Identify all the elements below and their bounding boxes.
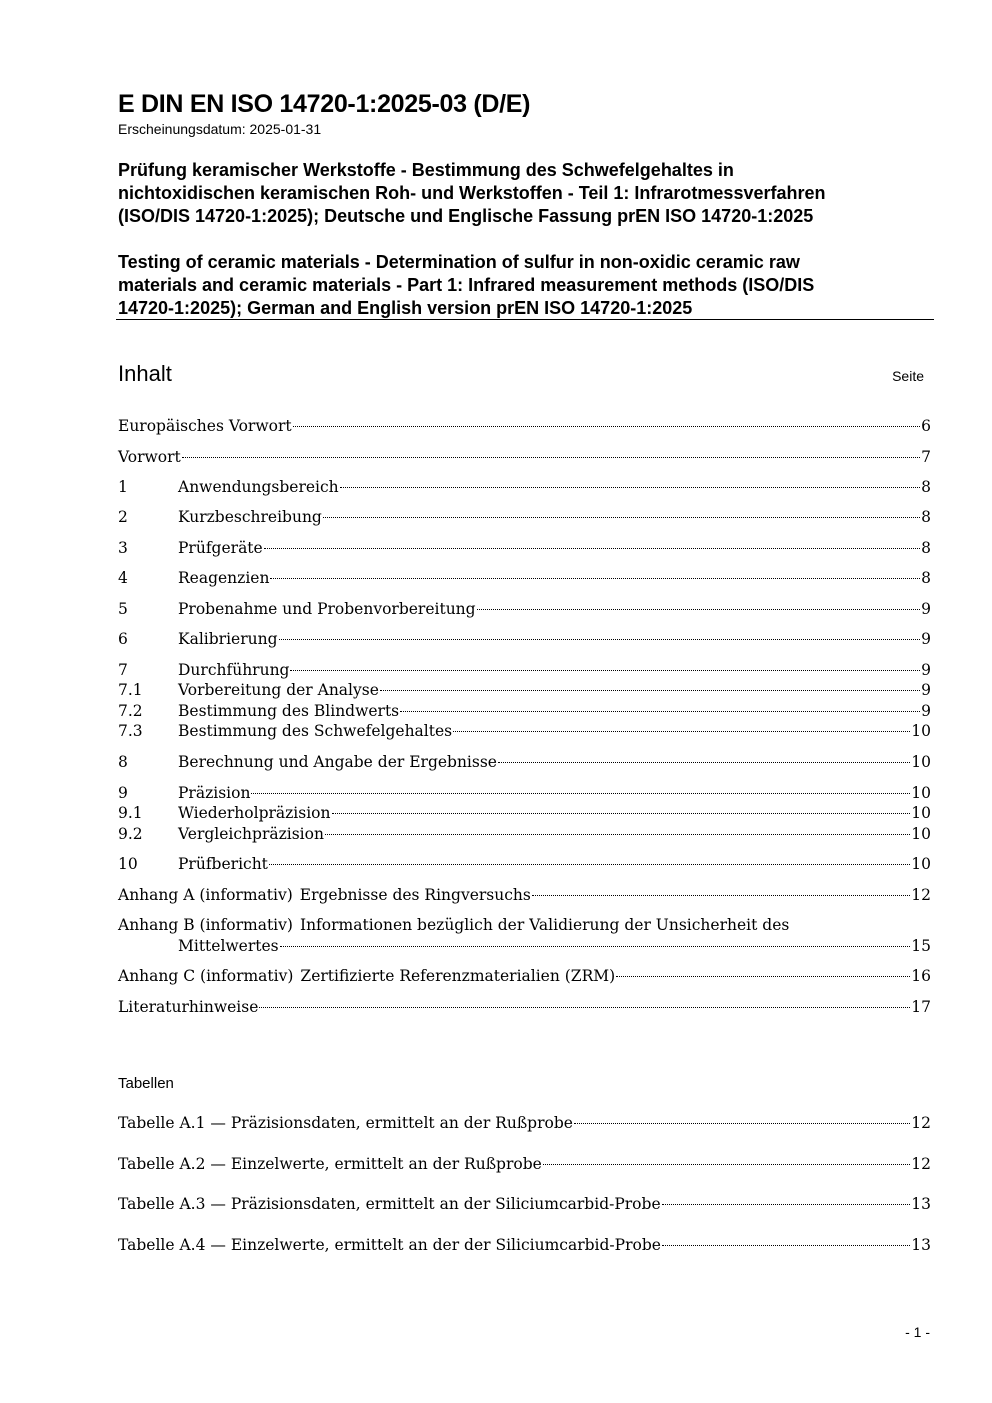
toc-leader <box>325 834 910 835</box>
toc-entry-page: 10 <box>911 855 931 873</box>
title-german-line: Prüfung keramischer Werkstoffe - Bestimmung des Schwefelgehaltes in <box>118 160 734 180</box>
toc-entry-number: 6 <box>118 630 128 648</box>
page-column-label: Seite <box>892 368 924 384</box>
annex-prefix: Anhang A (informativ) <box>118 886 293 904</box>
toc-leader <box>662 1245 910 1246</box>
toc-leader <box>616 976 910 977</box>
toc-entry-number: 9.1 <box>118 804 143 822</box>
toc-entry-number: 7.1 <box>118 681 143 699</box>
toc-entry-page: 15 <box>911 937 931 955</box>
toc-entry-label: Literaturhinweise <box>118 998 259 1016</box>
toc-leader <box>340 487 920 488</box>
toc-entry-table-a3[interactable] <box>118 1194 931 1215</box>
toc-entry-section-4[interactable] <box>118 568 931 589</box>
toc-entry-label: Durchführung <box>178 661 290 679</box>
toc-entry-annex-b[interactable] <box>118 915 789 936</box>
toc-leader <box>251 793 910 794</box>
toc-entry-label-continued: Mittelwertes <box>178 937 279 955</box>
toc-entry-page: 17 <box>911 998 931 1016</box>
toc-leader <box>453 731 910 732</box>
toc-leader <box>532 895 910 896</box>
toc-entry-label: Vergleichpräzision <box>178 825 324 843</box>
title-divider <box>116 319 934 320</box>
toc-entry-label: Informationen bezüglich der Validierung der Unsicherheit des <box>299 916 790 934</box>
toc-heading: Inhalt <box>118 361 172 386</box>
toc-entry-page: 13 <box>911 1236 931 1254</box>
toc-entry-page: 10 <box>911 784 931 802</box>
toc-entry-section-9-2[interactable] <box>118 824 931 845</box>
title-german <box>118 159 826 228</box>
toc-leader <box>290 670 920 671</box>
toc-entry-label: Tabelle A.1 — Präzisionsdaten, ermittelt an der Rußprobe <box>118 1114 573 1132</box>
toc-entry-bibliography[interactable] <box>118 997 931 1018</box>
toc-entry-page: 16 <box>911 967 931 985</box>
toc-entry-label: Bestimmung des Schwefelgehaltes <box>178 722 453 740</box>
toc-entry-section-7-2[interactable] <box>118 701 931 722</box>
toc-entry-section-2[interactable] <box>118 507 931 528</box>
toc-leader <box>279 639 921 640</box>
toc-entry-section-5[interactable] <box>118 599 931 620</box>
toc-entry-annex-a[interactable] <box>118 885 931 906</box>
toc-leader <box>293 426 921 427</box>
toc-entry-page: 8 <box>921 478 931 496</box>
toc-entry-page: 10 <box>911 804 931 822</box>
toc-entry-page: 9 <box>921 661 931 679</box>
toc-leader <box>269 864 910 865</box>
toc-entry-number: 2 <box>118 508 128 526</box>
toc-entry-european-foreword[interactable] <box>118 416 931 437</box>
toc-entry-label: Kurzbeschreibung <box>178 508 322 526</box>
toc-entry-section-10[interactable] <box>118 854 931 875</box>
toc-leader <box>380 690 920 691</box>
toc-entry-label: Prüfgeräte <box>178 539 263 557</box>
toc-entry-label: Anwendungsbereich <box>178 478 339 496</box>
toc-entry-label: Tabelle A.3 — Präzisionsdaten, ermittelt an der Siliciumcarbid-Probe <box>118 1195 661 1213</box>
annex-prefix: Anhang B (informativ) <box>118 916 293 934</box>
toc-entry-page: 9 <box>921 702 931 720</box>
toc-leader <box>280 946 911 947</box>
toc-entry-section-7-1[interactable] <box>118 680 931 701</box>
toc-leader <box>662 1204 911 1205</box>
toc-entry-number: 7.2 <box>118 702 143 720</box>
toc-entry-number: 10 <box>118 855 138 873</box>
publication-date: Erscheinungsdatum: 2025-01-31 <box>118 121 322 137</box>
toc-entry-label: Reagenzien <box>178 569 270 587</box>
tables-heading: Tabellen <box>118 1075 174 1092</box>
toc-entry-label: Probenahme und Probenvorbereitung <box>178 600 476 618</box>
title-german-line: nichtoxidischen keramischen Roh- und Werkstoffen - Teil 1: Infrarotmessverfahren <box>118 183 826 203</box>
document-number: E DIN EN ISO 14720-1:2025-03 (D/E) <box>118 90 531 118</box>
toc-entry-section-1[interactable] <box>118 477 931 498</box>
toc-entry-label: Ergebnisse des Ringversuchs <box>299 886 531 904</box>
toc-leader <box>498 762 910 763</box>
title-english-line: Testing of ceramic materials - Determination of sulfur in non-oxidic ceramic raw <box>118 252 800 272</box>
toc-leader <box>332 813 911 814</box>
toc-leader <box>400 711 920 712</box>
toc-entry-label: Prüfbericht <box>178 855 268 873</box>
toc-entry-label: Tabelle A.2 — Einzelwerte, ermittelt an der Rußprobe <box>118 1155 542 1173</box>
toc-leader <box>543 1164 910 1165</box>
toc-entry-table-a1[interactable] <box>118 1113 931 1134</box>
toc-entry-page: 8 <box>921 508 931 526</box>
toc-entry-section-3[interactable] <box>118 538 931 559</box>
toc-entry-number: 7.3 <box>118 722 143 740</box>
title-german-line: (ISO/DIS 14720-1:2025); Deutsche und Englische Fassung prEN ISO 14720-1:2025 <box>118 206 814 226</box>
toc-entry-section-6[interactable] <box>118 629 931 650</box>
toc-entry-page: 9 <box>921 681 931 699</box>
toc-leader <box>574 1123 910 1124</box>
toc-leader <box>182 457 920 458</box>
toc-entry-number: 8 <box>118 753 128 771</box>
title-english-line: materials and ceramic materials - Part 1: Infrared measurement methods (ISO/DIS <box>118 275 815 295</box>
toc-entry-page: 12 <box>911 1114 931 1132</box>
toc-entry-label: Präzision <box>178 784 251 802</box>
toc-entry-label: Tabelle A.4 — Einzelwerte, ermittelt an der der Siliciumcarbid-Probe <box>118 1236 661 1254</box>
toc-entry-page: 9 <box>921 600 931 618</box>
toc-leader <box>477 609 921 610</box>
annex-prefix: Anhang C (informativ) <box>118 967 294 985</box>
toc-entry-section-7[interactable] <box>118 660 931 681</box>
toc-leader <box>270 578 920 579</box>
toc-entry-label: Bestimmung des Blindwerts <box>178 702 400 720</box>
toc-entry-page: 8 <box>921 569 931 587</box>
toc-entry-number: 3 <box>118 539 128 557</box>
toc-entry-page: 7 <box>921 448 931 466</box>
toc-entry-page: 10 <box>911 753 931 771</box>
toc-entry-section-8[interactable] <box>118 752 931 773</box>
toc-leader <box>264 548 920 549</box>
toc-entry-page: 10 <box>911 825 931 843</box>
toc-entry-page: 12 <box>911 1155 931 1173</box>
toc-entry-annex-b-continued[interactable] <box>178 936 931 957</box>
toc-leader <box>259 1007 910 1008</box>
toc-entry-number: 4 <box>118 569 128 587</box>
toc-leader <box>323 517 920 518</box>
toc-entry-page: 6 <box>921 417 931 435</box>
toc-entry-number: 9 <box>118 784 128 802</box>
toc-entry-label: Vorbereitung der Analyse <box>178 681 379 699</box>
toc-entry-annex-c[interactable] <box>118 966 931 987</box>
toc-entry-label: Kalibrierung <box>178 630 278 648</box>
toc-entry-label: Vorwort <box>118 448 181 466</box>
toc-entry-label: Berechnung und Angabe der Ergebnisse <box>178 753 497 771</box>
toc-entry-table-a4[interactable] <box>118 1235 931 1256</box>
toc-entry-number: 5 <box>118 600 128 618</box>
toc-entry-label: Wiederholpräzision <box>178 804 331 822</box>
toc-entry-number: 7 <box>118 661 128 679</box>
title-english-line: 14720-1:2025); German and English version prEN ISO 14720-1:2025 <box>118 298 693 318</box>
toc-entry-page: 10 <box>911 722 931 740</box>
toc-entry-label: Zertifizierte Referenzmaterialien (ZRM) <box>300 967 616 985</box>
toc-entry-table-a2[interactable] <box>118 1154 931 1175</box>
toc-entry-page: 8 <box>921 539 931 557</box>
toc-entry-page: 12 <box>911 886 931 904</box>
toc-entry-page: 13 <box>911 1195 931 1213</box>
toc-entry-foreword[interactable] <box>118 447 931 468</box>
toc-entry-label: Europäisches Vorwort <box>118 417 292 435</box>
toc-entry-section-9[interactable] <box>118 783 931 804</box>
toc-entry-page: 9 <box>921 630 931 648</box>
toc-entry-number: 9.2 <box>118 825 143 843</box>
title-english <box>118 251 814 320</box>
page-number: - 1 - <box>905 1324 930 1340</box>
toc-entry-section-9-1[interactable] <box>118 803 931 824</box>
toc-entry-section-7-3[interactable] <box>118 721 931 742</box>
toc-entry-number: 1 <box>118 478 128 496</box>
